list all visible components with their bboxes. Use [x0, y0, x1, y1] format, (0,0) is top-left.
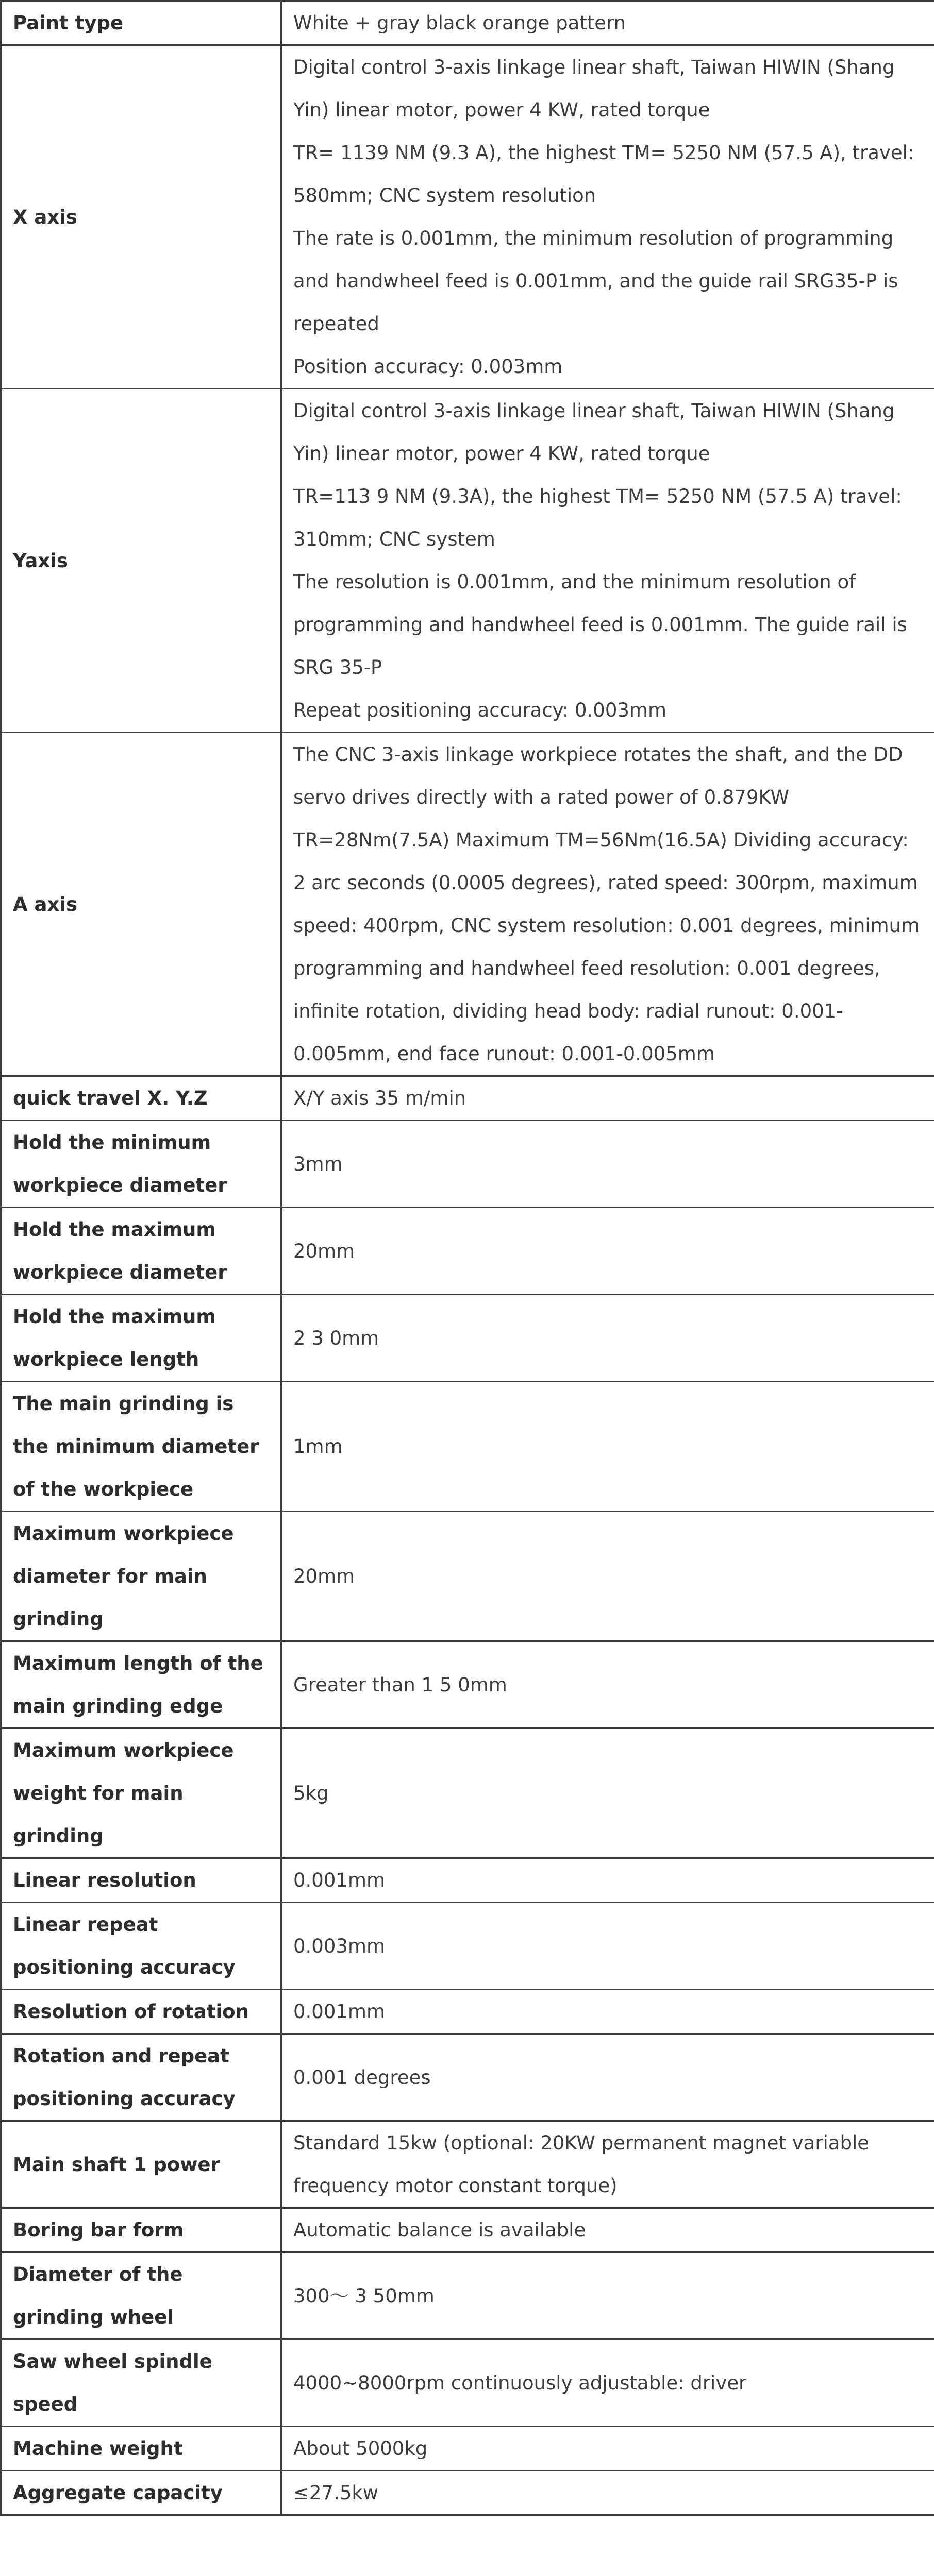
table-row-quick-travel	[1, 1076, 934, 1121]
row-value	[281, 389, 934, 733]
row-value	[281, 1076, 934, 1121]
row-value-text: Repeat positioning accuracy: 0.003mm	[293, 699, 667, 721]
table-row-linear-repeat-accuracy	[1, 1903, 934, 1990]
table-row-rotation-resolution	[1, 1990, 934, 2034]
row-label: Linear repeat positioning accuracy	[1, 1903, 281, 1990]
row-value	[281, 1903, 934, 1990]
row-value	[281, 2252, 934, 2340]
table-row-main-grinding-max-edge-length	[1, 1641, 934, 1728]
row-value-text: Greater than 1 5 0mm	[293, 1673, 507, 1696]
row-value-text: ≤27.5kw	[293, 2482, 379, 2504]
table-row-y-axis	[1, 389, 934, 733]
row-value-text: The CNC 3-axis linkage workpiece rotates the shaft, and the DD servo drives directly with a rated power of 0.879KW	[293, 743, 903, 808]
table-row-main-grinding-max-weight	[1, 1728, 934, 1858]
row-value	[281, 1990, 934, 2034]
row-label: Yaxis	[1, 389, 281, 733]
row-value-text: The resolution is 0.001mm, and the minimum resolution of programming and handwheel feed is 0.001mm. The guide rail is SRG 35-P	[293, 571, 907, 679]
row-value-text: About 5000kg	[293, 2437, 428, 2460]
row-value	[281, 2427, 934, 2471]
row-value-text: 20mm	[293, 1240, 355, 1262]
row-label: Aggregate capacity	[1, 2471, 281, 2515]
row-value	[281, 2471, 934, 2515]
row-value-text: The rate is 0.001mm, the minimum resolution of programming and handwheel feed is 0.001mm, and the guide rail SRG35-P is repeated	[293, 227, 898, 335]
row-value	[281, 733, 934, 1076]
table-row-machine-weight	[1, 2427, 934, 2471]
row-value	[281, 1728, 934, 1858]
row-label: Maximum workpiece diameter for main grinding	[1, 1512, 281, 1641]
row-value	[281, 1208, 934, 1295]
row-label: quick travel X. Y.Z	[1, 1076, 281, 1121]
row-value-text: 0.001mm	[293, 1869, 386, 1891]
row-label: Maximum workpiece weight for main grinding	[1, 1728, 281, 1858]
row-value-text: White + gray black orange pattern	[293, 12, 626, 34]
table-row-x-axis	[1, 45, 934, 389]
table-row-boring-bar-form	[1, 2208, 934, 2252]
row-value-text: 4000~8000rpm continuously adjustable: driver	[293, 2371, 747, 2394]
row-value-text: 300～ 3 50mm	[293, 2284, 435, 2307]
row-value-text: Digital control 3-axis linkage linear shaft, Taiwan HIWIN (Shang Yin) linear motor, power 4 KW, rated torque	[293, 56, 895, 121]
row-label: Boring bar form	[1, 2208, 281, 2252]
row-label: Paint type	[1, 1, 281, 45]
table-row-grinding-wheel-diameter	[1, 2252, 934, 2340]
row-label: Hold the maximum workpiece length	[1, 1295, 281, 1382]
row-value-text: 0.001mm	[293, 2001, 386, 2023]
row-value	[281, 2340, 934, 2427]
row-value-text: 0.003mm	[293, 1935, 386, 1957]
row-value-text: Digital control 3-axis linkage linear shaft, Taiwan HIWIN (Shang Yin) linear motor, power 4 KW, rated torque	[293, 400, 895, 465]
row-value-text: Standard 15kw (optional: 20KW permanent magnet variable frequency motor constant torque)	[293, 2132, 870, 2197]
table-row-paint-type	[1, 1, 934, 45]
row-value-text: 1mm	[293, 1435, 343, 1458]
row-value	[281, 1641, 934, 1728]
row-value	[281, 1512, 934, 1641]
table-row-main-grinding-max-diameter	[1, 1512, 934, 1641]
row-value-text: 3mm	[293, 1153, 343, 1175]
row-label: Maximum length of the main grinding edge	[1, 1641, 281, 1728]
table-row-saw-wheel-spindle-speed	[1, 2340, 934, 2427]
spec-table-body	[1, 1, 934, 2515]
table-row-rotation-repeat-accuracy	[1, 2034, 934, 2121]
row-value	[281, 1121, 934, 1208]
row-value	[281, 1, 934, 45]
row-value-text: 0.001 degrees	[293, 2066, 431, 2089]
row-label: A axis	[1, 733, 281, 1076]
table-row-a-axis	[1, 733, 934, 1076]
row-value-text: TR=113 9 NM (9.3A), the highest TM= 5250 NM (57.5 A) travel: 310mm; CNC system	[293, 485, 902, 550]
row-value-text: Automatic balance is available	[293, 2219, 586, 2241]
row-value-text: TR= 1139 NM (9.3 A), the highest TM= 5250 NM (57.5 A), travel: 580mm; CNC system resolution	[293, 142, 914, 207]
row-value-text: 2 3 0mm	[293, 1327, 379, 1349]
row-label: Main shaft 1 power	[1, 2121, 281, 2208]
row-value	[281, 2034, 934, 2121]
row-value-text: TR=28Nm(7.5A) Maximum TM=56Nm(16.5A) Dividing accuracy: 2 arc seconds (0.0005 degrees), rated speed: 300rpm, maximum speed: 400rpm, CNC system resolution: 0.001 degrees, minimum programming and handwheel feed resolution: 0.001 degrees, infinite rotation, dividing head body: radial runout: 0.001-0.005mm, end face runout: 0.001-0.005mm	[293, 829, 920, 1065]
row-label: Linear resolution	[1, 1858, 281, 1903]
table-row-main-shaft-power	[1, 2121, 934, 2208]
table-row-max-workpiece-length	[1, 1295, 934, 1382]
row-label: Diameter of the grinding wheel	[1, 2252, 281, 2340]
row-label: Hold the minimum workpiece diameter	[1, 1121, 281, 1208]
row-label: Resolution of rotation	[1, 1990, 281, 2034]
row-label: The main grinding is the minimum diameter of the workpiece	[1, 1382, 281, 1512]
row-label: Rotation and repeat positioning accuracy	[1, 2034, 281, 2121]
row-value	[281, 2121, 934, 2208]
row-value-text: 20mm	[293, 1565, 355, 1587]
row-label: X axis	[1, 45, 281, 389]
row-value	[281, 1382, 934, 1512]
row-value-text: Position accuracy: 0.003mm	[293, 355, 563, 378]
row-value	[281, 1295, 934, 1382]
table-row-aggregate-capacity	[1, 2471, 934, 2515]
row-label: Saw wheel spindle speed	[1, 2340, 281, 2427]
row-label: Machine weight	[1, 2427, 281, 2471]
row-value	[281, 45, 934, 389]
table-row-main-grinding-min-diameter	[1, 1382, 934, 1512]
row-label: Hold the maximum workpiece diameter	[1, 1208, 281, 1295]
row-value-text: X/Y axis 35 m/min	[293, 1087, 466, 1109]
table-row-linear-resolution	[1, 1858, 934, 1903]
row-value	[281, 1858, 934, 1903]
row-value-text: 5kg	[293, 1782, 329, 1804]
row-value	[281, 2208, 934, 2252]
table-row-max-workpiece-diameter	[1, 1208, 934, 1295]
table-row-min-workpiece-diameter	[1, 1121, 934, 1208]
